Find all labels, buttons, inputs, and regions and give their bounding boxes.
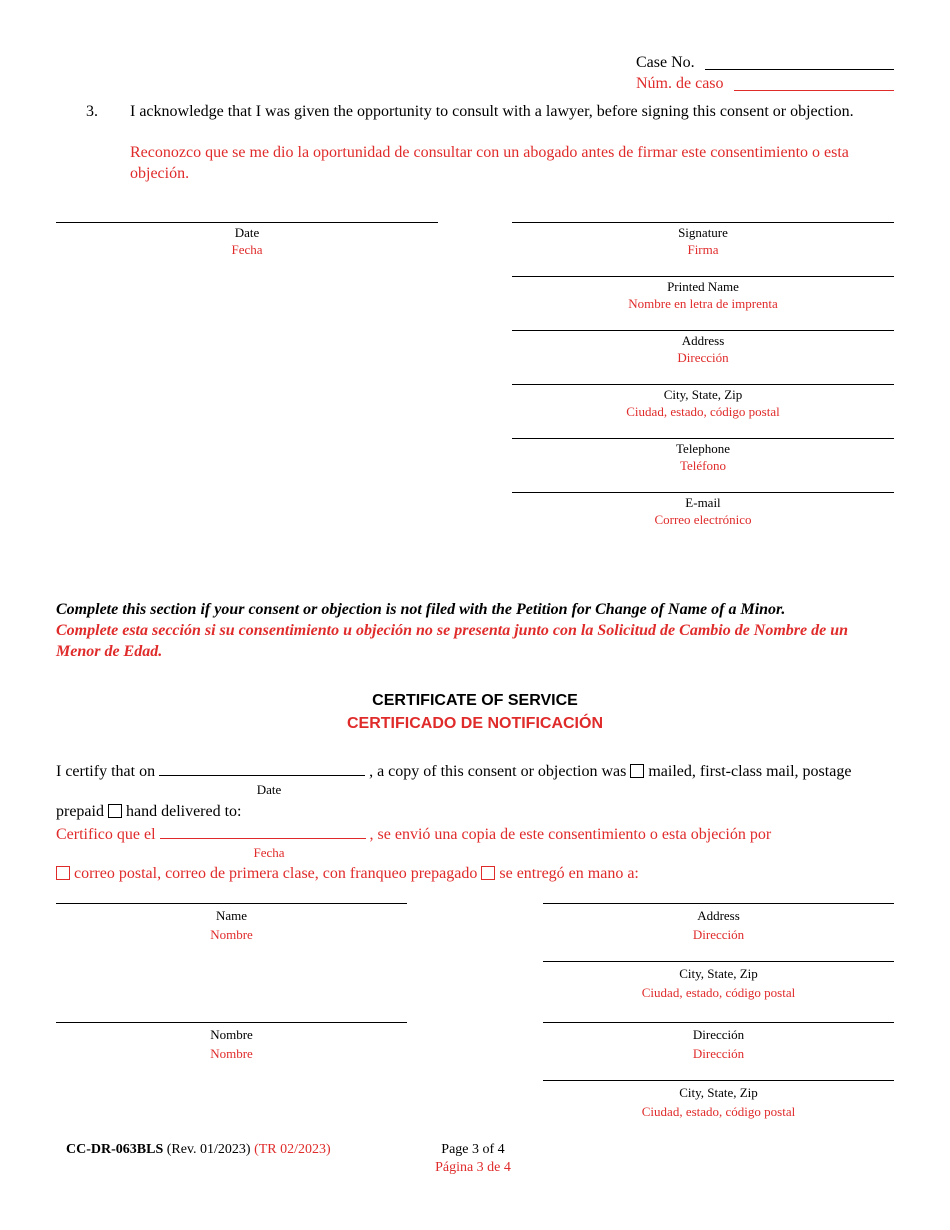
signature-field-label: City, State, Zip Ciudad, estado, código postal [626, 387, 780, 419]
recipient-field-label: City, State, Zip Ciudad, estado, código postal [641, 1085, 796, 1119]
recipient-field-label: Dirección Dirección [692, 1027, 745, 1061]
certificate-title: CERTIFICATE OF SERVICE [372, 692, 578, 709]
service-date-label-es: Fecha [253, 845, 285, 860]
recipient-field-label: Nombre Nombre [210, 1027, 253, 1061]
case-no-label: Case No. [636, 54, 695, 71]
mailed-checkbox[interactable] [630, 764, 644, 778]
signature-field-line[interactable] [512, 384, 894, 385]
recipient-field-line[interactable] [56, 903, 407, 904]
date-signature-line[interactable] [56, 222, 438, 223]
recipient-field-label: Address Dirección [692, 908, 745, 942]
hand-delivered-checkbox[interactable] [108, 804, 122, 818]
signature-field-label: E-mail Correo electrónico [654, 495, 752, 527]
signature-field-line[interactable] [512, 330, 894, 331]
page-number: Page 3 of 4 Página 3 de 4 [435, 1142, 511, 1175]
signature-field-label: Printed Name Nombre en letra de imprenta [628, 279, 778, 311]
service-date-field[interactable] [159, 759, 365, 776]
recipient-field-line[interactable] [543, 1080, 894, 1081]
signature-field-line[interactable] [512, 438, 894, 439]
certify-line-es: Certifico que el , se envió una copia de este consentimiento o esta objeción por [56, 822, 771, 845]
item3-text-en: I acknowledge that I was given the opportunity to consult with a lawyer, before signing this consent or objection. [130, 103, 854, 120]
recipient-field-line[interactable] [56, 1022, 407, 1023]
hand-delivered-checkbox-es [481, 866, 495, 880]
form-id-footer: CC-DR-063BLS (Rev. 01/2023) (TR 02/2023) [66, 1142, 331, 1157]
date-label: Date Fecha [231, 225, 263, 257]
case-no-field[interactable] [705, 69, 894, 70]
instructions-en: Complete this section if your consent or objection is not filed with the Petition for Change of Name of a Minor. [56, 601, 786, 618]
case-no-label-es: Núm. de caso [636, 75, 724, 92]
signature-field-label: Signature Firma [678, 225, 728, 257]
recipient-field-line[interactable] [543, 1022, 894, 1023]
certify-line-en: I certify that on , a copy of this consent or objection was mailed, first-class mail, postage [56, 759, 851, 782]
item-number: 3. [86, 103, 98, 120]
signature-field-label: Address Dirección [677, 333, 729, 365]
certify-line-es-2: correo postal, correo de primera clase, con franqueo prepagado se entregó en mano a: [56, 863, 639, 884]
certify-line-en-2: prepaid hand delivered to: [56, 803, 242, 820]
service-date-label: Date [256, 782, 282, 797]
signature-field-line[interactable] [512, 276, 894, 277]
signature-field-label: Telephone Teléfono [676, 441, 730, 473]
recipient-field-line[interactable] [543, 961, 894, 962]
case-no-field-es [734, 90, 894, 91]
signature-field-line[interactable] [512, 222, 894, 223]
item3-text-es: Reconozco que se me dio la oportunidad de consultar con un abogado antes de firmar este consentimiento o esta objeción. [130, 144, 849, 182]
recipient-field-label: Name Nombre [210, 908, 253, 942]
recipient-field-line[interactable] [543, 903, 894, 904]
signature-field-line[interactable] [512, 492, 894, 493]
certificate-title-es: CERTIFICADO DE NOTIFICACIÓN [347, 715, 603, 732]
service-date-field-es [160, 822, 366, 839]
mailed-checkbox-es [56, 866, 70, 880]
instructions-es: Complete esta sección si su consentimiento u objeción no se presenta junto con la Solicitud de Cambio de Nombre de un Menor de Edad. [56, 622, 849, 660]
recipient-field-label: City, State, Zip Ciudad, estado, código postal [641, 966, 796, 1000]
